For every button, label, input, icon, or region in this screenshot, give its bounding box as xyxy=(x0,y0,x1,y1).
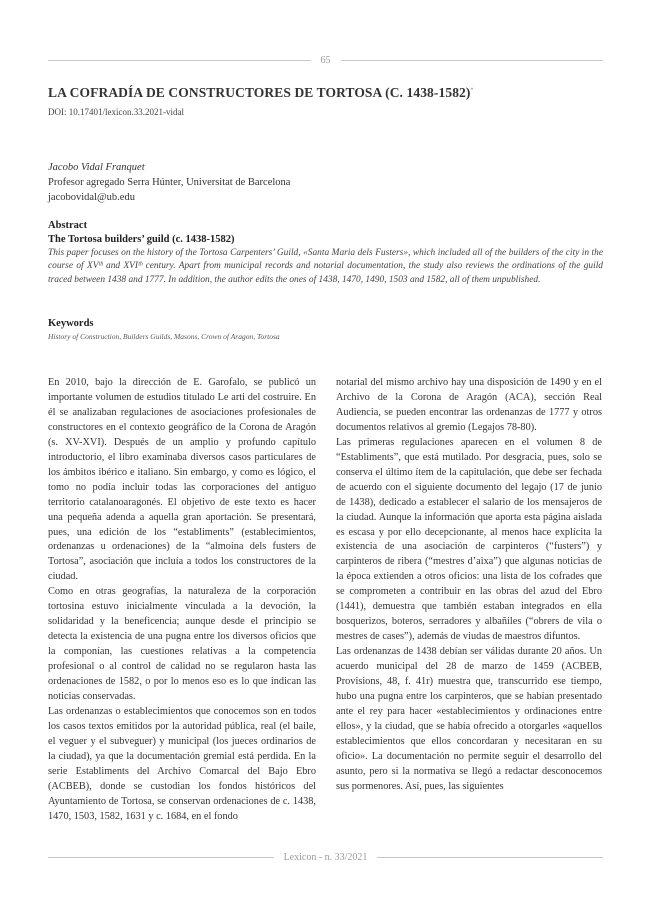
abstract-section xyxy=(48,219,603,287)
body-column-left xyxy=(48,376,316,825)
abstract-heading: Abstract xyxy=(48,220,88,231)
body-column-right xyxy=(336,376,602,795)
footer-rule-right xyxy=(377,857,603,858)
body-paragraph: Las ordenanzas de 1438 debían ser válidas durante 20 años. Un acuerdo municipal del 28 de marzo de 1459 (ACBEB, Provisions, 48, f. 41r) muestra que, transcurrido ese tiempo, hubo una pugna entre los carpinteros, que se habían presentado ante el rey para hacer «establecimientos y ordinaciones entre ellos», y la ciudad, que se había ofrecido a otorgarles «aquellos establecimientos que ellos concordaran y necesitaran en su oficio». La documentación no permite seguir el desarrollo del asunto, pero si la normativa se llegó a redactar desconocemos sus pormenores. Así, pues, las siguientes xyxy=(336,646,602,792)
body-paragraph: Las primeras regulaciones aparecen en el volumen 8 de “Establiments”, que está mutilado. Por desgracia, pues, solo se conserva el último ítem de la capitulación, que debe ser fechada de acuerdo con el siguiente documento del legajo (17 de junio de 1438), dedicado a establecer el salario de los mensajeros de la ciudad. Aunque la información que aporta esta página aislada es escasa y por ello decepcionante, al menos hace explícita la existencia de una asociación de carpinteros (“fusters”) y carpinteros de ribera (“mestres d’aixa”) que algunas noticias de la época extienden a otros oficios: una lista de los cofrades que se comprometen a contribuir en las obras del azud del Ebro (1441), demuestra que también estaban integrados en ella bosquerizos, boteros, serradores y albañiles (“obrers de vila o mestres de cases”), además de viudas de maestros difuntos. xyxy=(336,436,602,643)
journal-issue: Lexicon - n. 33/2021 xyxy=(283,851,368,863)
header-rule-left xyxy=(48,60,311,61)
author-name: Jacobo Vidal Franquet xyxy=(48,162,145,173)
header-rule-right xyxy=(341,60,604,61)
keywords-heading: Keywords xyxy=(48,318,94,329)
page-header xyxy=(48,53,603,67)
body-paragraph: Como en otras geografías, la naturaleza de la corporación tortosina estuvo inicialmente vinculada a la devoción, la solidaridad y la beneficencia; aunque desde el principio se detecta la existencia de una pugna entre los diversos oficios que la componían, las cuestiones relativas a la competencia profesional o al control de calidad no se regularon hasta las ordenaciones de 1582, o por lo menos eso es lo que indican las noticias conservadas. xyxy=(48,586,316,703)
page-footer xyxy=(48,850,603,864)
author-block xyxy=(48,160,290,205)
body-paragraph: En 2010, bajo la dirección de E. Garofalo, se publicó un importante volumen de estudios titulado Le arti del costruire. En él se analizaban regulaciones de asociaciones profesionales de constructores en el contexto geográfico de la Corona de Aragón (s. XV-XVI). Después de un amplio y profundo capítulo introductorio, el libro examinaba diversos casos particulares de los ámbitos ibérico e italiano. Sin embargo, y como es lógico, el tomo no podía incluir todas las corporaciones del antiguo territorio catalanoaragonés. El objetivo de este texto es hacer una pequeña adenda a aquella gran aportación. Se presentará, pues, una edición de los “establiments” (establecimientos, ordenanzas u ordenaciones) de la “almoina dels fusters de Tortosa”, asociación que incluía a todos los constructores de la ciudad. xyxy=(48,377,316,583)
abstract-subtitle: The Tortosa builders’ guild (c. 1438-1582) xyxy=(48,234,235,245)
footer-rule-left xyxy=(48,857,274,858)
author-affiliation: Profesor agregado Serra Húnter, Universitat de Barcelona xyxy=(48,177,291,188)
body-paragraph: Las ordenanzas o establecimientos que conocemos son en todos los casos textos emitidos por la autoridad pública, real (el baile, el veguer y el subveguer) y municipal (los jueces ordinarios de la ciudad), ya que la documentación gremial está perdida. En la serie Establiments del Archivo Comarcal del Bajo Ebro (ACBEB), donde se custodian los fondos históricos del Ayuntamiento de Tortosa, se conservan ordenaciones de c. 1438, 1470, 1503, 1582, 1631 y c. 1684, en el fondo xyxy=(48,705,316,822)
body-paragraph: notarial del mismo archivo hay una disposición de 1490 y en el Archivo de la Corona de Aragón (ACA), sección Real Audiencia, se pueden encontrar las ordenanzas de 1777 y otros documentos relativos al gremio (Legajos 78-80). xyxy=(336,377,602,433)
abstract-text: This paper focuses on the history of the Tortosa Carpenters’ Guild, «Santa Maria dels Fusters», which included all of the builders of the city in the course of XVᵗʰ and XVIᵗʰ century. Apart from municipal records and notarial documentation, the study also reviews the ordinations of the guild traced between 1438 and 1777. In addition, the author edits the ones of 1438, 1470, 1490, 1503 and 1582, all of them unpublished. xyxy=(48,248,603,285)
article-title-text: LA COFRADÍA DE CONSTRUCTORES DE TORTOSA (C. 1438-1582) xyxy=(48,85,471,100)
page-number: 65 xyxy=(320,54,331,66)
keywords-text: History of Construction, Builders Guilds, Masons, Crown of Aragon, Tortosa xyxy=(48,332,280,341)
keywords-section xyxy=(48,317,603,343)
author-email[interactable]: jacobovidal@ub.edu xyxy=(48,192,135,203)
article-doi[interactable]: DOI: 10.17401/lexicon.33.2021-vidal xyxy=(48,107,184,117)
article-title xyxy=(48,85,608,101)
title-footnote-mark[interactable]: * xyxy=(470,87,474,94)
